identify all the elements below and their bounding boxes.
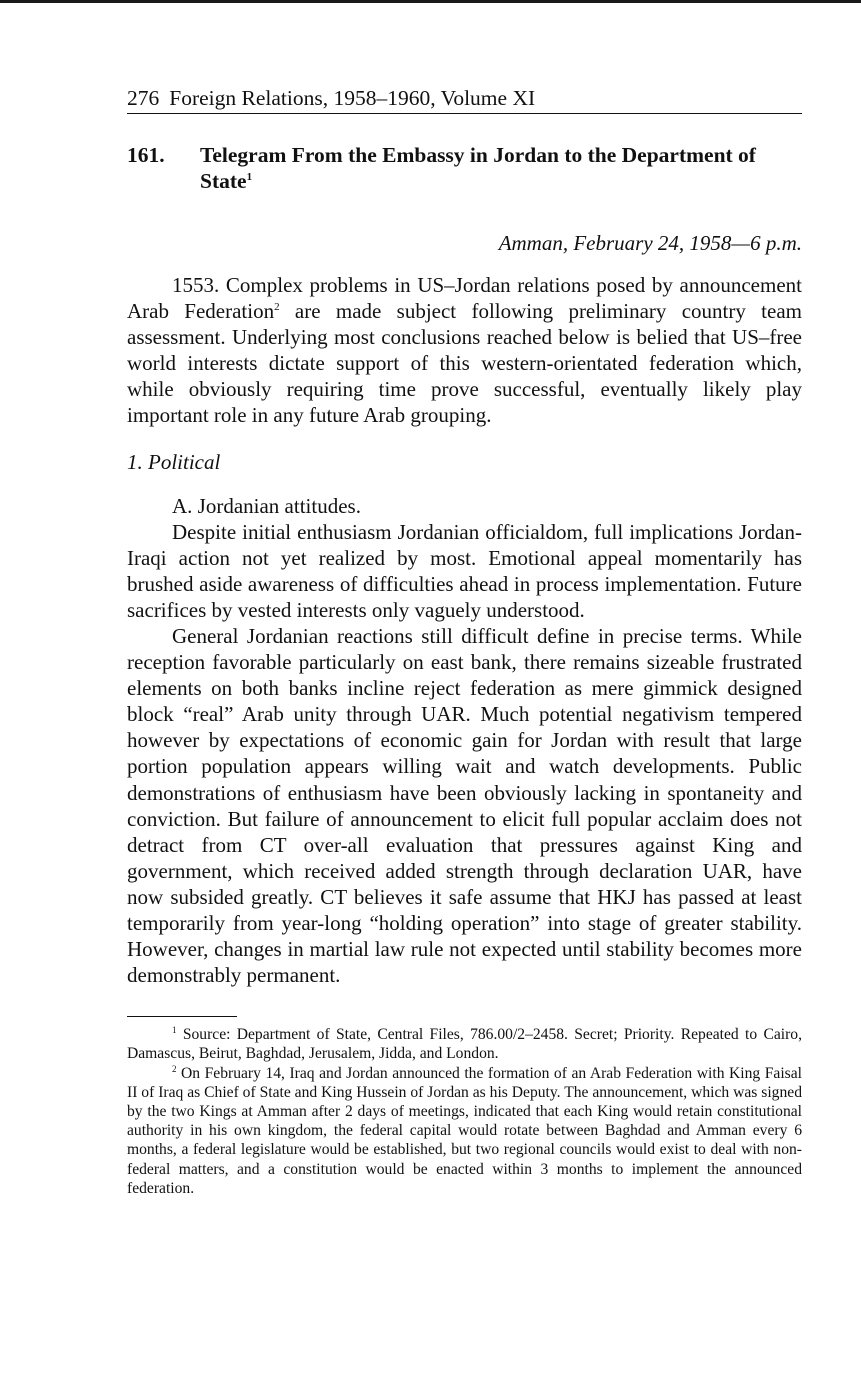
page-number: 276: [127, 86, 160, 110]
body-paragraph: General Jordanian reactions still difficult define in precise terms. While reception favorable particularly on east bank, there remains sizeable frustrated elements on both banks incline reject federation as mere gimmick designed block “real” Arab unity through UAR. Much potential negativism tempered however by expectations of economic gain for Jordan with result that large portion population appears willing wait and watch developments. Public demonstrations of enthusiasm have been obviously lacking in spontaneity and conviction. But failure of announcement to elicit full popular acclaim does not detract from CT over-all evaluation that pressures against King and government, which received added strength through declaration UAR, have now subsided greatly. CT believes it safe assume that HKJ has passed at least temporarily from year-long “holding operation” into stage of greater stability. However, changes in martial law rule not expected until stability becomes more demonstrably permanent.: [127, 623, 802, 988]
section-heading: 1. Political: [127, 449, 221, 474]
document-title: [200, 142, 802, 194]
footnote-ref-1[interactable]: 1: [246, 170, 253, 183]
document-title-text: Telegram From the Embassy in Jordan to the Department of State: [200, 143, 756, 193]
volume-title: Foreign Relations, 1958–1960, Volume XI: [169, 86, 536, 110]
footnote-2: [127, 1064, 802, 1198]
document-number: 161.: [127, 143, 165, 167]
top-page-edge-rule: [0, 0, 861, 3]
footnote-mark: 1: [172, 1025, 177, 1036]
dateline: Amman, February 24, 1958—6 p.m.: [498, 231, 802, 255]
running-head: [127, 84, 802, 114]
footnote-ref-2[interactable]: 2: [274, 301, 280, 314]
document-page: [127, 84, 802, 1198]
intro-text-part1: 1553. Complex problems in US–Jordan relations posed by announcement Arab Federation: [127, 273, 802, 324]
footnote-mark: 2: [172, 1063, 177, 1074]
footnote-text: Source: Department of State, Central Files, 786.00/2–2458. Secret; Priority. Repeated to Cairo, Damascus, Beirut, Baghdad, Jerusalem, Jidda, and London.: [127, 1026, 802, 1063]
footnote-1: [127, 1025, 802, 1063]
subsection-heading: A. Jordanian attitudes.: [172, 493, 361, 518]
document-heading: [127, 142, 802, 194]
footnote-separator: [127, 1016, 237, 1017]
body-paragraph: Despite initial enthusiasm Jordanian officialdom, full implications Jordan-Iraqi action not yet realized by most. Emotional appeal momentarily has brushed aside awareness of difficulties ahead in process implementation. Future sacrifices by vested interests only vaguely understood.: [127, 519, 802, 622]
intro-text-part2: are made subject following preliminary country team assessment. Underlying most conclusions reached below is belied that US–free world interests dictate support of this western-orientated federation which, while obviously requiring time prove successful, eventually likely play important role in any future Arab grouping.: [127, 299, 802, 428]
footnote-text: On February 14, Iraq and Jordan announced the formation of an Arab Federation with King Faisal II of Iraq as Chief of State and King Hussein of Jordan as his Deputy. The announcement, which was signed by the two Kings at Amman after 2 days of meetings, indicated that each King would retain constitutional authority in his own kingdom, the federal capital would rotate between Baghdad and Amman every 6 months, a federal legislature would be established, but two regional councils would exist to deal with non-federal matters, and a constitution would be enacted within 3 months to implement the announced federation.: [127, 1064, 802, 1197]
intro-paragraph: [127, 272, 802, 429]
